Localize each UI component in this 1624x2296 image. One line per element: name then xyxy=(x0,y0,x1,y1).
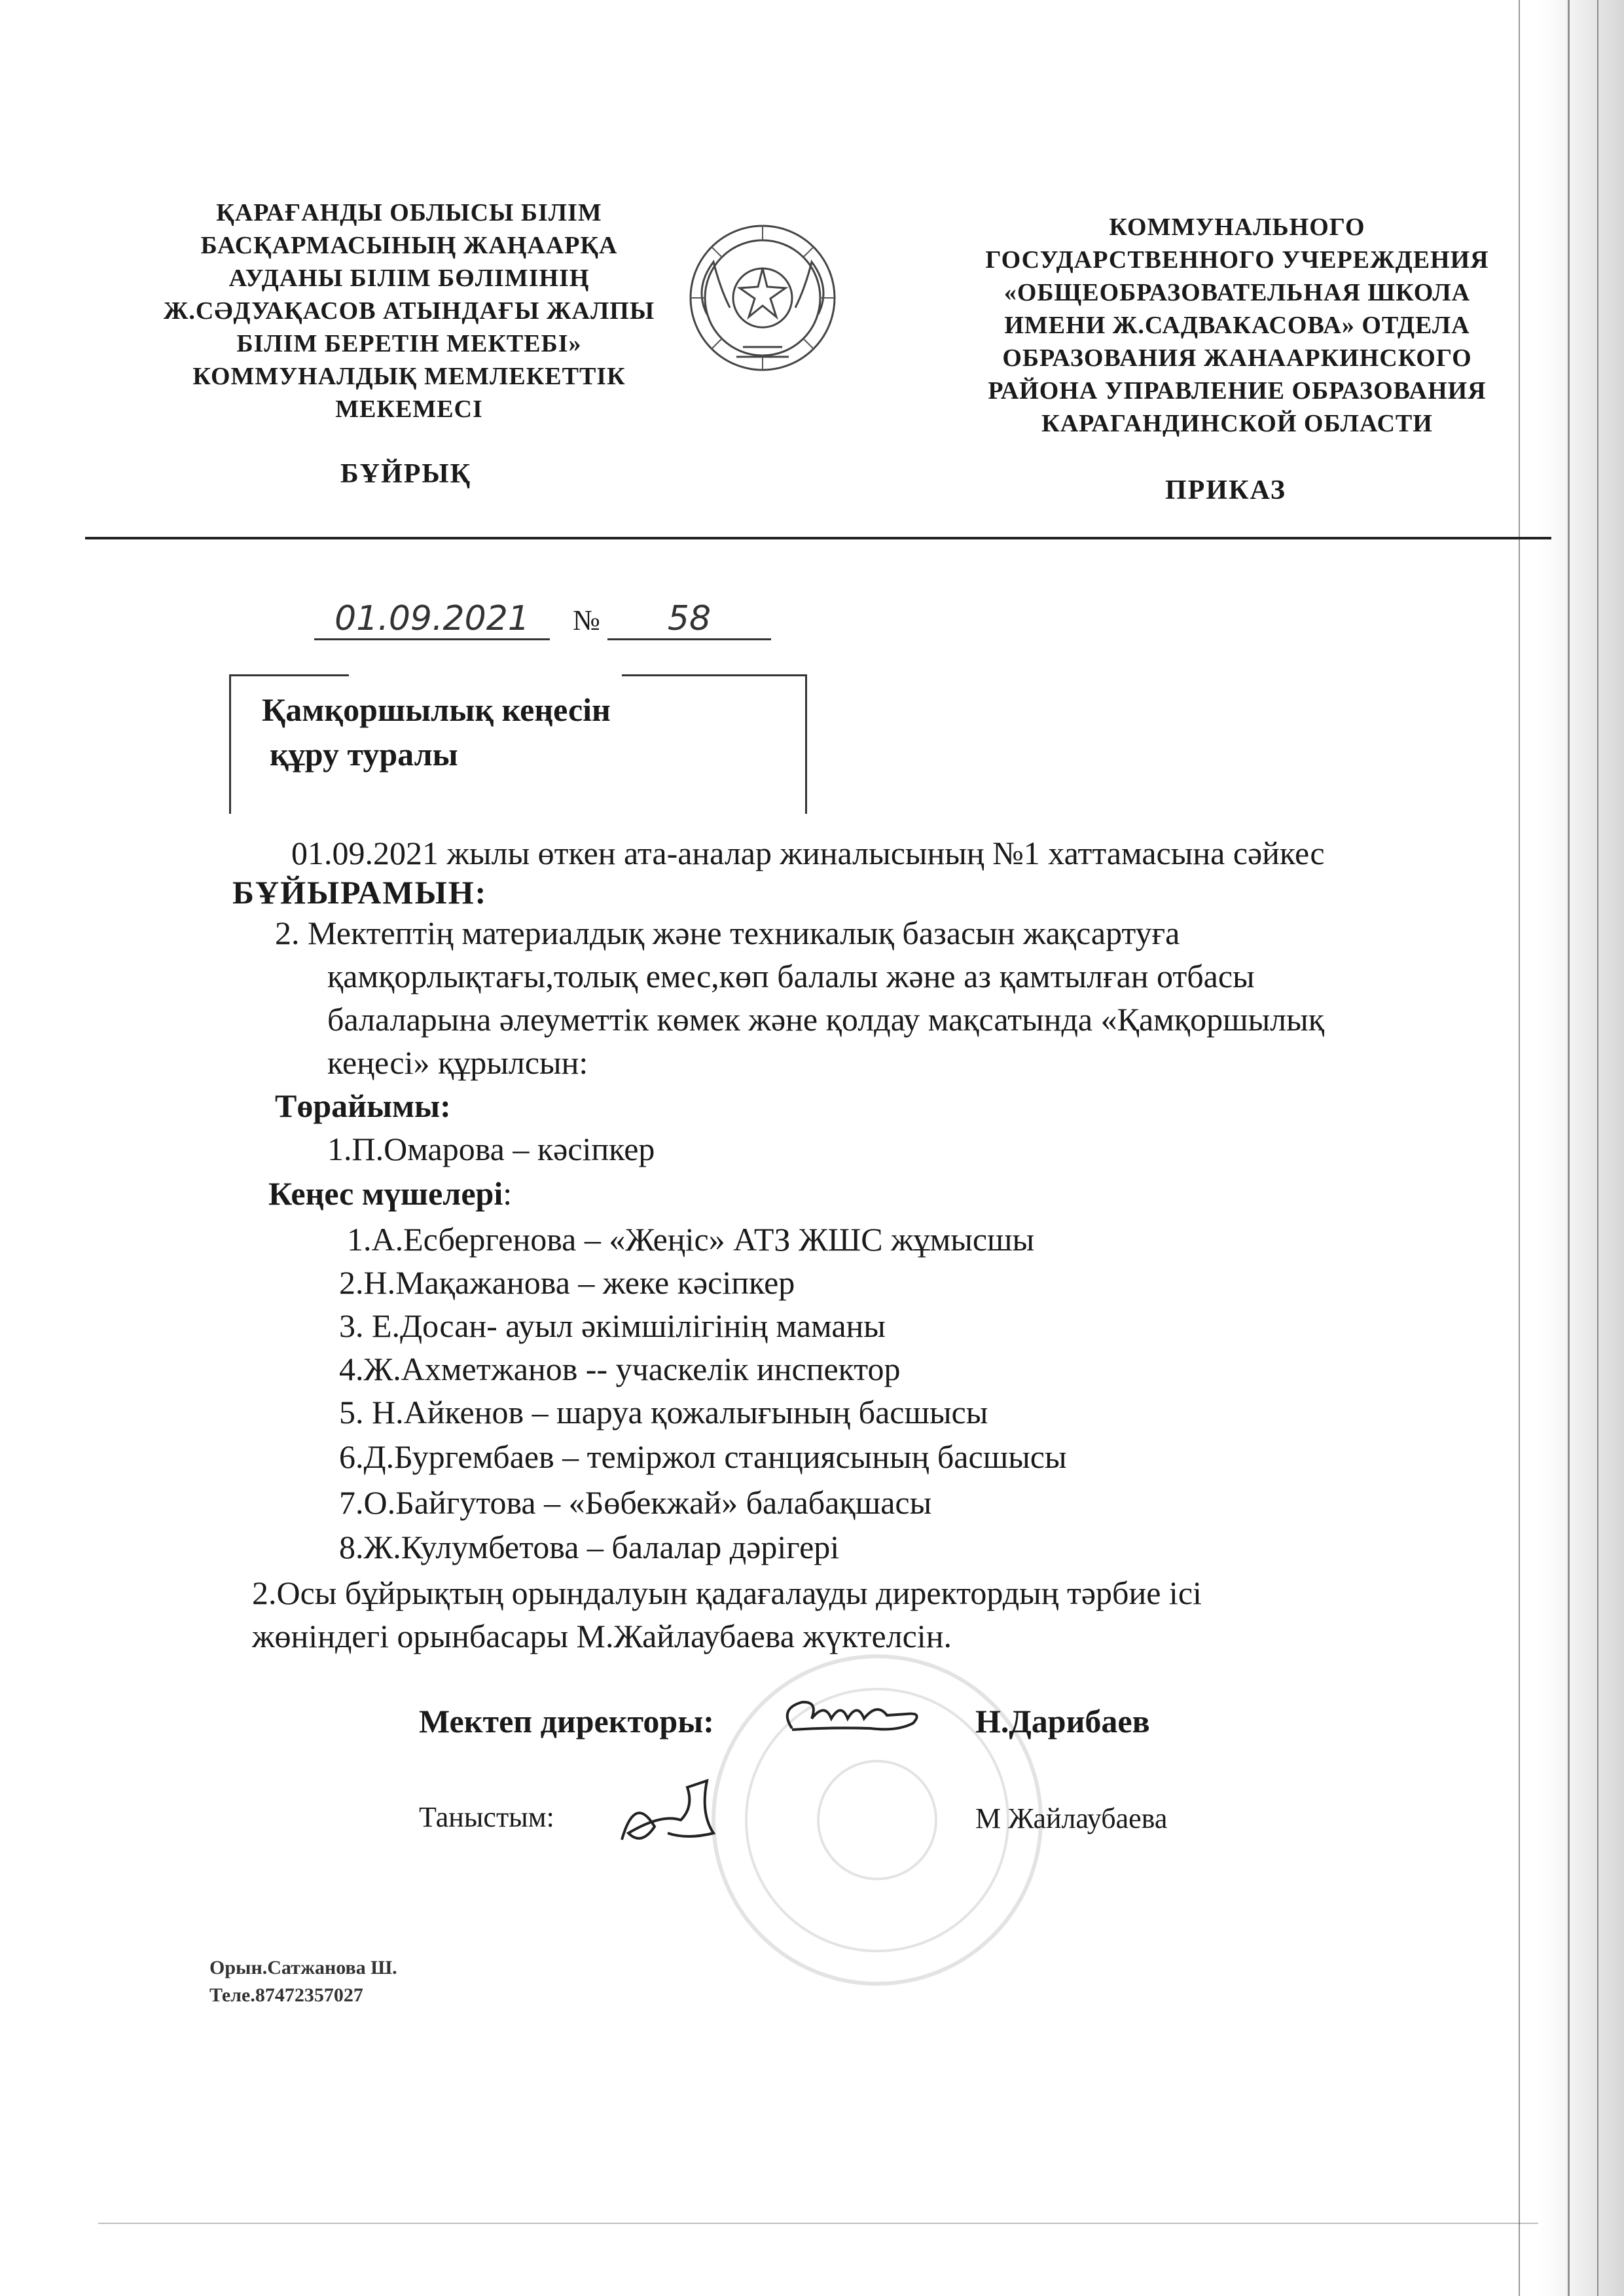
header-kz-line: Ж.СӘДУАҚАСОВ АТЫНДАҒЫ ЖАЛПЫ xyxy=(163,297,655,325)
header-kz-line: АУДАНЫ БІЛІМ БӨЛІМІНІҢ xyxy=(228,264,590,292)
director-label: Мектеп директоры: xyxy=(419,1703,714,1740)
director-name: Н.Дарибаев xyxy=(975,1703,1150,1740)
header-ru-line: ГОСУДАРСТВЕННОГО УЧЕРЕЖДЕНИЯ xyxy=(985,246,1489,274)
member-item: 5. Н.Айкенов – шаруа қожалығының басшысы xyxy=(339,1394,988,1430)
order-date: 01.09.2021 xyxy=(314,599,550,640)
chair-label: Төрайымы: xyxy=(275,1087,451,1124)
director-signature-icon xyxy=(772,1683,929,1755)
item2-line: жөніндегі орынбасары М.Жайлаубаева жүктелсін. xyxy=(252,1618,952,1654)
header-ru-line: КОММУНАЛЬНОГО xyxy=(1109,213,1365,241)
member-item: 3. Е.Досан- ауыл әкімшілігінің маманы xyxy=(339,1307,886,1344)
member-item: 4.Ж.Ахметжанов -- учаскелік инспектор xyxy=(339,1351,901,1387)
subject-line: құру туралы xyxy=(270,736,458,773)
header-ru-line: РАЙОНА УПРАВЛЕНИЕ ОБРАЗОВАНИЯ xyxy=(988,377,1487,405)
header-kz-line: БІЛІМ БЕРЕТІН МЕКТЕБІ» xyxy=(236,330,582,357)
command-heading: БҰЙЫРАМЫН: xyxy=(232,874,488,911)
order-title-kz: БҰЙРЫҚ xyxy=(340,459,472,489)
executor-phone: Теле.87472357027 xyxy=(209,1984,363,2006)
header-ru-line: КАРАГАНДИНСКОЙ ОБЛАСТИ xyxy=(1041,410,1433,437)
scan-artifact-line xyxy=(98,2223,1538,2224)
item1-line: 2. Мектептің материалдық және техникалық базасын жақсартуға xyxy=(275,915,1180,951)
order-number: 58 xyxy=(607,599,771,640)
number-label: № xyxy=(573,604,600,636)
item2-line: 2.Осы бұйрықтың орындалуын қадағалауды директордың тәрбие ісі xyxy=(252,1575,1202,1611)
item1-line: балаларына әлеуметтік көмек және қолдау мақсатында «Қамқоршылық xyxy=(327,1001,1324,1038)
members-heading xyxy=(268,1172,512,1215)
header-kazakh xyxy=(157,196,661,426)
header-russian xyxy=(949,211,1525,440)
header-kz-line: БАСҚАРМАСЫНЫҢ ЖАҢААРҚА xyxy=(200,232,618,259)
subject-bracket-right xyxy=(622,674,807,814)
member-item: 7.О.Байгутова – «Бөбекжай» балабақшасы xyxy=(339,1484,932,1521)
header-kz-line: ҚАРАҒАНДЫ ОБЛЫСЫ БІЛІМ xyxy=(216,199,602,227)
member-item: 6.Д.Бургембаев – теміржол станциясының басшысы xyxy=(339,1438,1067,1475)
scan-edge-shadow xyxy=(1539,0,1624,2296)
member-item: 1.А.Есбергенова – «Жеңіс» АТЗ ЖШС жұмысшы xyxy=(347,1221,1035,1258)
footer-executor xyxy=(209,1954,397,2009)
subject-line: Қамқоршылық кеңесін xyxy=(262,691,611,728)
order-subject xyxy=(262,687,611,776)
header-ru-line: ИМЕНИ Ж.САДВАКАСОВА» ОТДЕЛА xyxy=(1004,312,1470,339)
chair-entry: 1.П.Омарова – кәсіпкер xyxy=(327,1131,655,1167)
intro-paragraph: 01.09.2021 жылы өткен ата-аналар жиналысының №1 хаттамасына сәйкес xyxy=(291,835,1325,871)
members-colon: : xyxy=(503,1175,513,1212)
header-ru-line: «ОБЩЕОБРАЗОВАТЕЛЬНАЯ ШКОЛА xyxy=(1003,279,1471,306)
item1-line: қамқорлықтағы,толық емес,көп балалы және аз қамтылған отбасы xyxy=(327,958,1255,994)
members-label: Кеңес мүшелері xyxy=(268,1175,503,1212)
order-title-ru: ПРИКАЗ xyxy=(1165,475,1286,505)
header-divider xyxy=(85,537,1551,539)
header-kz-line: КОММУНАЛДЫҚ МЕМЛЕКЕТТІК xyxy=(192,363,626,390)
member-item: 2.Н.Мақажанова – жеке кәсіпкер xyxy=(339,1264,795,1301)
member-item: 8.Ж.Кулумбетова – балалар дәрігері xyxy=(339,1529,840,1565)
header-kz-line: МЕКЕМЕСІ xyxy=(335,395,483,423)
state-emblem-icon xyxy=(681,216,844,380)
item1-line: кеңесі» құрылсын: xyxy=(327,1044,588,1081)
scan-artifact-line xyxy=(1568,0,1570,2296)
executor-name: Орын.Сатжанова Ш. xyxy=(209,1957,397,1978)
scan-artifact-line xyxy=(1597,0,1598,2296)
acknowledgment-signature-icon xyxy=(609,1768,740,1859)
ack-label: Таныстым: xyxy=(419,1801,554,1833)
header-ru-line: ОБРАЗОВАНИЯ ЖАНААРКИНСКОГО xyxy=(1002,344,1472,372)
ack-name: М Жайлаубаева xyxy=(975,1802,1168,1834)
order-date-number xyxy=(314,599,771,640)
